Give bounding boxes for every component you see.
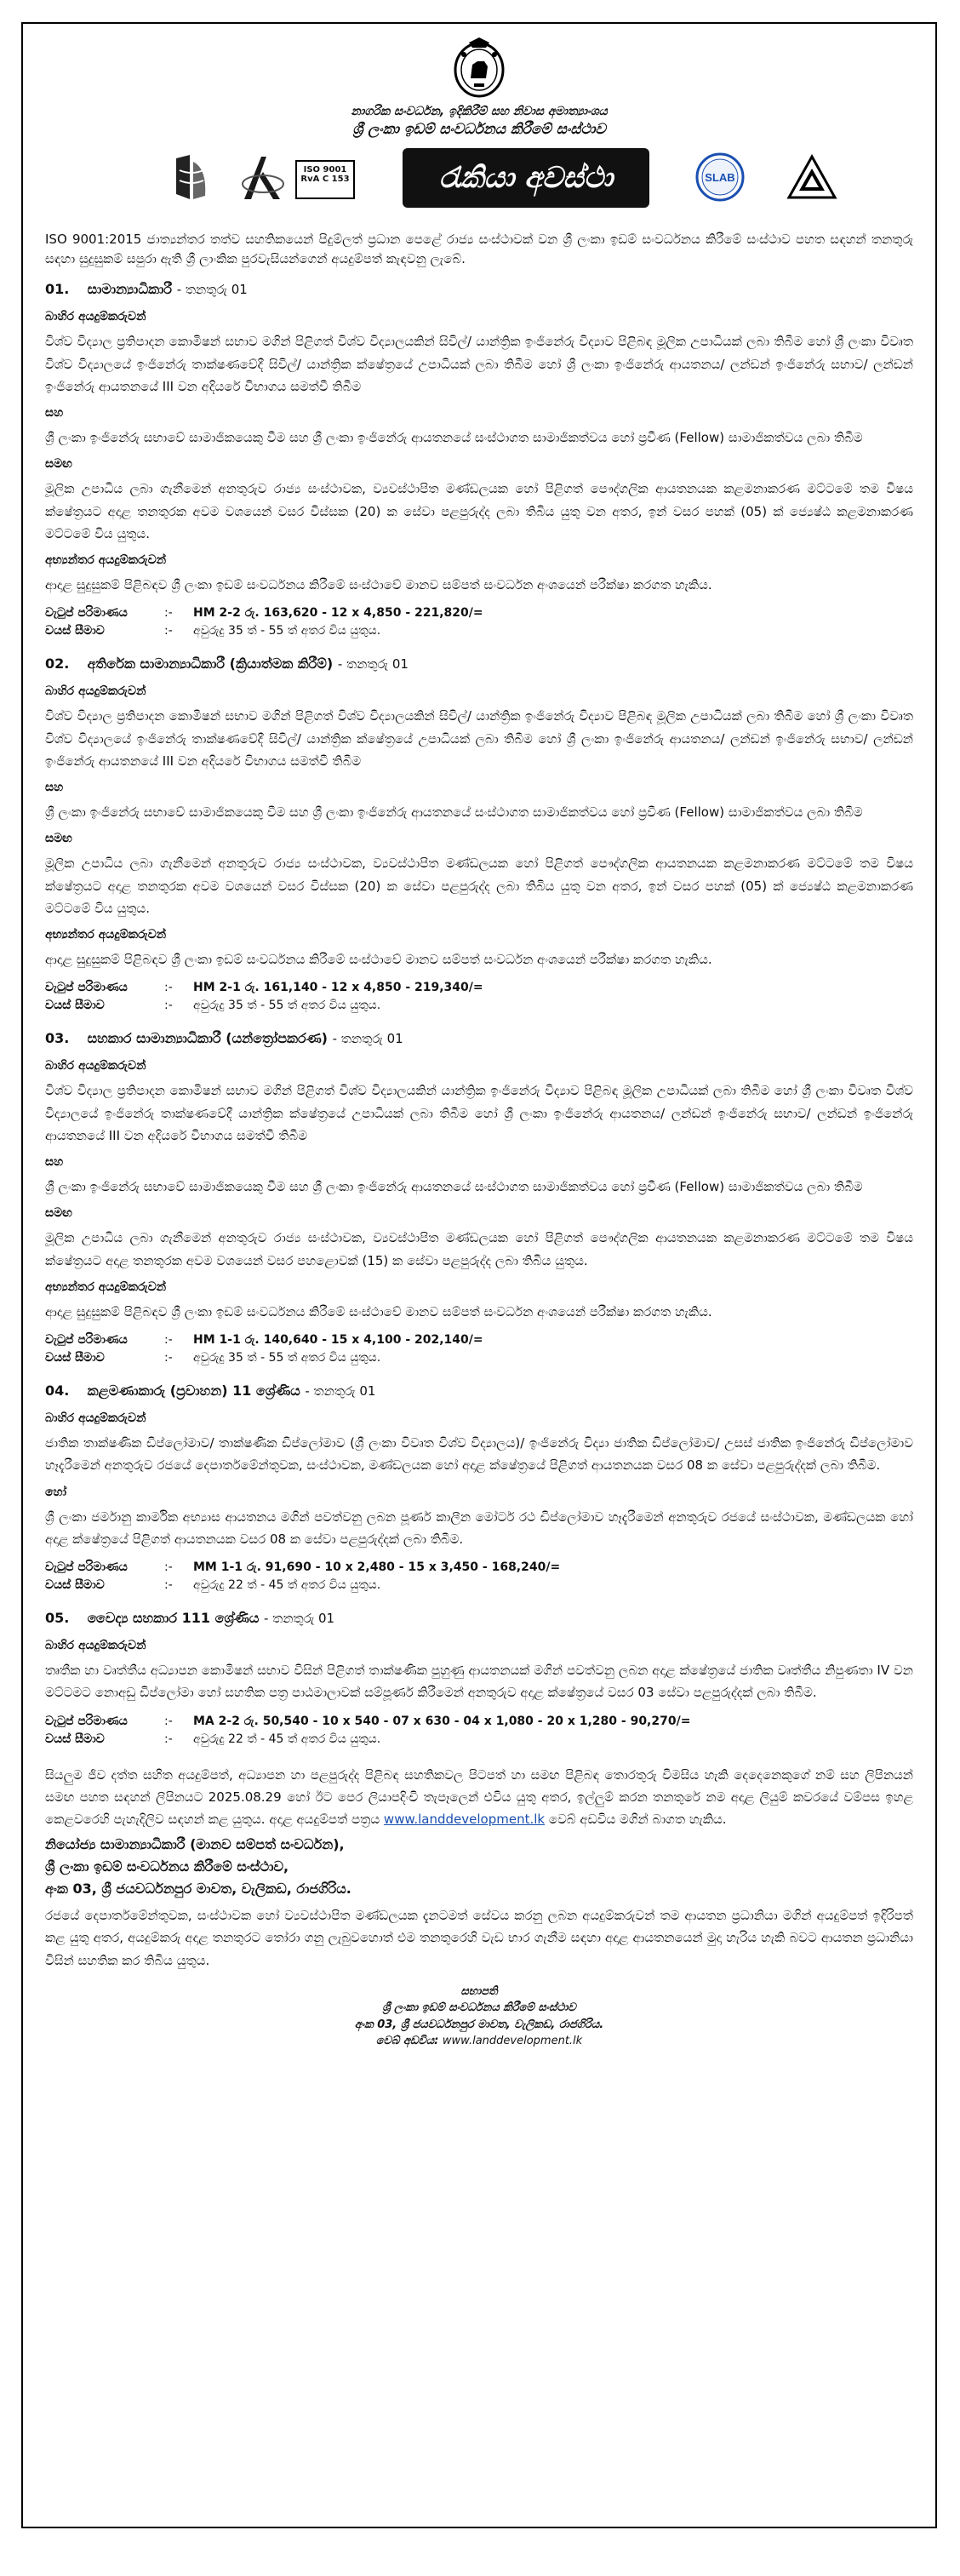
- external-applicants-label: බාහිර අයදුම්කරුවන්: [45, 1639, 146, 1653]
- vacancy-count: - තනතුරු 01: [332, 1031, 403, 1047]
- vacancy-count: - තනතුරු 01: [305, 1383, 376, 1400]
- internal-applicants-label: අභ්‍යන්තර අයදුම්කරුවන්: [45, 928, 167, 942]
- also-label: සමඟ: [45, 1206, 72, 1221]
- vacancy-section-05: [45, 1610, 913, 1749]
- vacancy-number: 02.: [45, 655, 70, 673]
- qualification-paragraph: විශ්ව විද්‍යාල ප්‍රතිපාදන කොමිෂන් සභාව මගින් පිළිගත් විශ්ව විද්‍යාලයකින් සිවිල්/ යාන්ත්‍රික ඉංජිනේරු විද්‍යාව පිළිබඳ මූලික උපාධියක් ලබා තිබීම හෝ ශ්‍රී ලංකා විවෘත විශ්ව විද්‍යාලයේ ඉංජිනේරු තාක්ෂණවේදී සිවිල්/ යාන්ත්‍රික ක්ෂේත්‍රයේ උපාධියක් ලබා තිබීම හෝ ශ්‍රී ලංකා ඉංජිනේරු ආයතනය/ ලන්ඩන් ඉංජිනේරු සභාව/ ලන්ඩන් ඉංජිනේරු ආයතනයේ III වන අදියරේ විභාගය සමත්වී තිබීම: [45, 708, 913, 769]
- vacancy-count: - තනතුරු 01: [263, 1611, 335, 1627]
- vacancy-number: 05.: [45, 1610, 70, 1627]
- also-label: සමඟ: [45, 457, 72, 472]
- slab-logo-text: SLAB: [705, 170, 735, 184]
- address-line: ශ්‍රී ලංකා ඉඩම් සංවර්ධනය කිරීමේ සංස්ථාව,: [45, 1858, 289, 1875]
- qualification-paragraph: ජාතික තාක්ෂණික ඩිප්ලෝමාව/ තාක්ෂණික ඩිප්ලෝමාව (ශ්‍රී ලංකා විවෘත විශ්ව විද්‍යාලය)/ ඉංජිනේරු විද්‍යා ජාතික ඩිප්ලෝමාව/ උසස් ජාතික ඉංජිනේරු ඩිප්ලෝමාව හෑදැරීමෙන් අනතුරුව රජයේ දෙපාර්තමේන්තුවක, සංස්ථාවක, මණ්ඩලයක හෝ අදාළ ක්ෂේත්‍රයේ පිළිගත් ආයතනයක වසර 08 ක සේවා පළපුරුද්දක් ලබා තිබීම.: [45, 1435, 913, 1474]
- external-applicants-label: බාහිර අයදුම්කරුවන්: [45, 310, 146, 324]
- age-limit: අවුරුදු 22 ත් - 45 ත් අතර විය යුතුය.: [193, 1578, 381, 1593]
- vacancy-title: [45, 1382, 913, 1400]
- or-label: හෝ: [45, 1485, 67, 1499]
- national-emblem-icon: [452, 36, 506, 99]
- vacancy-title-text: වෛද්‍ය සහකාර 111 ශ්‍රේණිය: [87, 1610, 260, 1627]
- vacancy-title: [45, 1610, 913, 1627]
- signatory-title: සභාපති: [460, 1984, 498, 1998]
- public-servant-note: රජයේ දෙපාර්තමේන්තුවක, සංස්ථාවක හෝ ව්‍යවස්ථාපිත මණ්ඩලයක දැනටමත් සේවය කරනු ලබන අයදුම්කරුවන් තම ආයතන ප්‍රධානියා මගින් අයදුම්පත් ඉදිරිපත් කළ යුතු අතර, අයදුම්කරු අදාළ තනතුරට තෝරා ගනු ලැබුවහොත් එම තනතුරෙහි වැඩ භාර ගැනීම සඳහා අදාළ ආයතනයෙන් මුදා හැරිය හැකි බවට ආයතන ප්‍රධානියා විසින් සහතික කර තිබිය යුතුය.: [45, 1908, 913, 1968]
- also-label: සමඟ: [45, 832, 72, 846]
- iso-cert-line1: ISO 9001: [303, 164, 347, 175]
- external-applicants-label: බාහිර අයදුම්කරුවන්: [45, 1059, 146, 1073]
- age-label: වයස් සීමාව: [45, 1578, 105, 1593]
- vacancies-title: රැකියා අවස්ථා: [403, 148, 649, 208]
- salary-scale: MA 2-2 රු. 50,540 - 10 x 540 - 07 x 630 - 04 x 1,080 - 20 x 1,280 - 90,270/=: [193, 1714, 691, 1728]
- qualification-paragraph: තෘතීක හා වෘත්තීය අධ්‍යාපන කොමිෂන් සභාව විසින් පිළිගත් තාක්ෂණික පුහුණු ආයතනයක් මගින් පවත්වනු ලබන අදාළ ක්ෂේත්‍රයේ ජාතික වෘත්තීය නිපුණතා IV වන මට්ටමට නොඅඩු ඩිප්ලෝමා හෝ සහතික පත්‍ර පාඨමාලාවක් සම්පූර්ණ කිරීමෙන් අනතුරුව අදාළ ක්ෂේත්‍රයේ වසර 03 සේවා පළපුරුද්දක් ලබා තිබීම.: [45, 1663, 913, 1701]
- iso-cert-line2: RvA C 153: [300, 175, 350, 185]
- age-limit: අවුරුදු 35 ත් - 55 ත් අතර විය යුතුය.: [193, 999, 381, 1013]
- ia-logo-icon: [239, 153, 287, 204]
- intro-paragraph: ISO 9001:2015 ජාත්‍යන්තර තත්ව සහතිකයෙන් පිදුම්ලත් ප්‍රධාන පෙළේ රාජ්‍ය සංස්ථාවක් වන ශ්‍රී ලංකා ඉඩම් සංවර්ධනය කිරීමේ සංස්ථාව පහත සඳහන් තනතුරු සඳහා සුදුසුකම් සපුරා ඇති ශ්‍රී ලාංකික පුරවැසියන්ගෙන් අයදුම්පත් කැඳවනු ලැබේ.: [45, 231, 913, 267]
- vacancy-section-02: [45, 655, 913, 1015]
- salary-scale: MM 1-1 රු. 91,690 - 10 x 2,480 - 15 x 3,450 - 168,240/=: [193, 1560, 561, 1575]
- salary-label: වැටුප් පරිමාණය: [45, 1714, 128, 1728]
- colon: :-: [164, 1732, 173, 1746]
- age-label: වයස් සීමාව: [45, 624, 105, 638]
- vacancy-title-text: අතිරේක සාමාන්‍යාධිකාරී (ක්‍රියාත්මක කිරීම්): [87, 655, 334, 673]
- footer-website-link[interactable]: www.landdevelopment.lk: [442, 2035, 583, 2048]
- colon: :-: [164, 1578, 173, 1593]
- colon: :-: [164, 606, 173, 621]
- salary-label: වැටුප් පරිමාණය: [45, 1333, 128, 1348]
- colon: :-: [164, 999, 173, 1013]
- signatory-organization: ශ්‍රී ලංකා ඉඩම් සංවර්ධනය කිරීමේ සංස්ථාව: [382, 2001, 576, 2015]
- qualification-paragraph: ශ්‍රී ලංකා ඉංජිනේරු සභාවේ සාමාජිකයෙකු වීම සහ ශ්‍රී ලංකා ඉංජිනේරු ආයතනයේ සංස්ථාගත සාමාජිකත්වය හෝ ප්‍රවීණ (Fellow) සාමාජිකත්වය ලබා තිබීම: [45, 1179, 863, 1195]
- vacancy-title-text: සාමාන්‍යාධිකාරී: [87, 281, 173, 298]
- website-label: වෙබ් අඩවිය:: [375, 2035, 439, 2048]
- vacancy-count: - තනතුරු 01: [176, 282, 248, 298]
- salary-age-block: [45, 1713, 913, 1749]
- salary-scale: HM 2-1 රු. 161,140 - 12 x 4,850 - 219,340/=: [193, 981, 483, 995]
- qualification-paragraph: ශ්‍රී ලංකා ඉංජිනේරු සභාවේ සාමාජිකයෙකු වීම සහ ශ්‍රී ලංකා ඉංජිනේරු ආයතනයේ සංස්ථාගත සාමාජිකත්වය හෝ ප්‍රවීණ (Fellow) සාමාජිකත්වය ලබා තිබීම: [45, 430, 863, 446]
- postal-address: [45, 1834, 913, 1899]
- vacancy-section-03: [45, 1030, 913, 1367]
- vacancy-section-04: [45, 1382, 913, 1594]
- instructions-text-end: වෙබ් අඩවිය මගින් බාගත හැකිය.: [548, 1812, 727, 1828]
- website-link[interactable]: www.landdevelopment.lk: [383, 1812, 546, 1828]
- salary-age-block: [45, 1559, 913, 1594]
- and-label: සහ: [45, 781, 64, 795]
- organization-name: ශ්‍රී ලංකා ඉඩම් සංවර්ධනය කිරීමේ සංස්ථාව: [352, 120, 606, 138]
- experience-paragraph: මූලික උපාධිය ලබා ගැනීමෙන් අනතුරුව රාජ්‍ය සංස්ථාවක, ව්‍යවස්ථාපිත මණ්ඩලයක හෝ පිළිගත් පෞද්ගලික ආයතනයක කළමනාකරණ මට්ටමේ තම විෂය ක්ෂේත්‍රයට අදාළ තනතුරක අවම වශයෙන් වසර විස්සක (20) ක සේවා පළපුරුද්ද ලබා තිබිය යුතු වන අතර, ඉන් වසර පහක් (05) ක් ජ්‍යෙෂ්ඨ කළමනාකරණ මට්ටමේ විය යුතුය.: [45, 856, 914, 916]
- internal-paragraph: ආදාළ සුදුසුකම් පිළිබඳව ශ්‍රී ලංකා ඉඩම් සංවර්ධනය කිරීමේ සංස්ථාවේ මානව සම්පත් සංවර්ධන අංශයෙන් පරීක්ෂා කරගත හැකිය.: [45, 1303, 712, 1319]
- age-label: වයස් සීමාව: [45, 1732, 105, 1746]
- ldc-logo-icon: [173, 153, 210, 201]
- salary-age-block: [45, 604, 913, 640]
- qualification-paragraph: විශ්ව විද්‍යාල ප්‍රතිපාදන කොමිෂන් සභාව මගින් පිළිගත් විශ්ව විද්‍යාලයකින් සිවිල්/ යාන්ත්‍රික ඉංජිනේරු විද්‍යාව පිළිබඳ මූලික උපාධියක් ලබා තිබීම හෝ ශ්‍රී ලංකා විවෘත විශ්ව විද්‍යාලයේ ඉංජිනේරු තාක්ෂණවේදී සිවිල්/ යාන්ත්‍රික ක්ෂේත්‍රයේ උපාධියක් ලබා තිබීම හෝ ශ්‍රී ලංකා ඉංජිනේරු ආයතනය/ ලන්ඩන් ඉංජිනේරු සභාව/ ලන්ඩන් ඉංජිනේරු ආයතනයේ III වන අදියරේ විභාගය සමත්වී තිබීම: [45, 334, 913, 394]
- colon: :-: [164, 1560, 173, 1575]
- salary-label: වැටුප් පරිමාණය: [45, 606, 128, 621]
- iso-cert-logo: [295, 160, 355, 199]
- external-applicants-label: බාහිර අයදුම්කරුවන්: [45, 684, 146, 699]
- ministry-name: නාගරික සංවර්ධන, ඉදිකිරීම් සහ නිවාස අමාත්‍යාංශය: [351, 105, 608, 118]
- colon: :-: [164, 981, 173, 995]
- colon: :-: [164, 624, 173, 638]
- and-label: සහ: [45, 406, 64, 421]
- address-line: අංක 03, ශ්‍රී ජයවර්ධනපුර මාවත, වැලිකඩ, රාජගිරිය.: [45, 1880, 351, 1897]
- salary-age-block: [45, 1331, 913, 1367]
- internal-paragraph: ආදාළ සුදුසුකම් පිළිබඳව ශ්‍රී ලංකා ඉඩම් සංවර්ධනය කිරීමේ සංස්ථාවේ මානව සම්පත් සංවර්ධන අංශයෙන් පරීක්ෂා කරගත හැකිය.: [45, 952, 712, 968]
- bvq-logo-icon: [786, 153, 838, 201]
- qualification-paragraph: ශ්‍රී ලංකා ඉංජිනේරු සභාවේ සාමාජිකයෙකු වීම සහ ශ්‍රී ලංකා ඉංජිනේරු ආයතනයේ සංස්ථාගත සාමාජිකත්වය හෝ ප්‍රවීණ (Fellow) සාමාජිකත්වය ලබා තිබීම: [45, 804, 863, 821]
- signature-block: [45, 1984, 913, 2050]
- vacancy-count: - තනතුරු 01: [337, 656, 409, 673]
- vacancy-title: [45, 655, 913, 673]
- experience-paragraph: මූලික උපාධිය ලබා ගැනීමෙන් අනතුරුව රාජ්‍ය සංස්ථාවක, ව්‍යවස්ථාපිත මණ්ඩලයක හෝ පිළිගත් පෞද්ගලික ආයතනයක කළමනාකරණ මට්ටමේ තම විෂය ක්ෂේත්‍රයට අදාළ තනතුරක අවම වශයෙන් වසර විස්සක (20) ක සේවා පළපුරුද්ද ලබා තිබිය යුතු වන අතර, ඉන් වසර පහක් (05) ක් ජ්‍යෙෂ්ඨ කළමනාකරණ මට්ටමේ විය යුතුය.: [45, 481, 914, 541]
- vacancy-title: [45, 281, 913, 298]
- vacancy-title: [45, 1030, 913, 1047]
- age-limit: අවුරුදු 35 ත් - 55 ත් අතර විය යුතුය.: [193, 1351, 381, 1365]
- vacancy-number: 03.: [45, 1030, 70, 1047]
- internal-applicants-label: අභ්‍යන්තර අයදුම්කරුවන්: [45, 553, 167, 568]
- age-limit: අවුරුදු 22 ත් - 45 ත් අතර විය යුතුය.: [193, 1732, 381, 1746]
- colon: :-: [164, 1333, 173, 1348]
- experience-paragraph: මූලික උපාධිය ලබා ගැනීමෙන් අනතුරුව රාජ්‍ය සංස්ථාවක, ව්‍යවස්ථාපිත මණ්ඩලයක හෝ පිළිගත් පෞද්ගලික ආයතනයක කළමනාකරණ මට්ටමේ තම විෂය ක්ෂේත්‍රයට අදාළ තනතුරක අවම වශයෙන් වසර පහළොවක් (15) ක සේවා පළපුරුද්ද ලබා තිබිය යුතුය.: [45, 1230, 913, 1268]
- signatory-address: අංක 03, ශ්‍රී ජයවර්ධනපුර මාවත, වැලිකඩ, රාජගිරිය.: [354, 2018, 604, 2031]
- vacancy-section-01: [45, 281, 913, 640]
- vacancy-number: 04.: [45, 1382, 70, 1400]
- advertisement-page: [21, 22, 937, 2528]
- salary-scale: HM 2-2 රු. 163,620 - 12 x 4,850 - 221,820/=: [193, 606, 483, 621]
- vacancy-title-text: සහකාර සාමාන්‍යාධිකාරී (යන්ත්‍රෝපකරණ): [87, 1030, 328, 1047]
- salary-scale: HM 1-1 රු. 140,640 - 15 x 4,100 - 202,140/=: [193, 1333, 483, 1348]
- internal-paragraph: ආදාළ සුදුසුකම් පිළිබඳව ශ්‍රී ලංකා ඉඩම් සංවර්ධනය කිරීමේ සංස්ථාවේ මානව සම්පත් සංවර්ධන අංශයෙන් පරීක්ෂා කරගත හැකිය.: [45, 577, 712, 593]
- salary-label: වැටුප් පරිමාණය: [45, 1560, 128, 1575]
- slab-logo: [694, 152, 746, 203]
- address-line: නියෝජ්‍ය සාමාන්‍යාධිකාරී (මානව සම්පත් සංවර්ධන),: [45, 1836, 345, 1853]
- vacancy-title-text: කළමණාකාරු (ප්‍රවාහන) 11 ශ්‍රේණිය: [87, 1382, 300, 1400]
- colon: :-: [164, 1714, 173, 1728]
- vacancy-number: 01.: [45, 281, 70, 298]
- age-label: වයස් සීමාව: [45, 1351, 105, 1365]
- qualification-paragraph: ශ්‍රී ලංකා ජර්මානු කාර්මික අභ්‍යාස ආයතනය මගින් පවත්වනු ලබන පූර්ණ කාලීන මෝටර් රථ ඩිප්ලෝමාව හෑදැරීමෙන් අනතුරුව රජයේ සංස්ථාවක, මණ්ඩලයක හෝ අදාළ ක්ෂේත්‍රයේ පිළිගත් ආයතනයක වසර 08 ක සේවා පළපුරුද්දක් ලබා තිබීම.: [45, 1508, 913, 1547]
- logo-strip: [45, 148, 913, 221]
- instructions-text: සියලුම ජීව දත්ත සහිත අයදුම්පත්, අධ්‍යාපන හා පළපුරුද්ද පිළිබඳ සහතිකවල පිටපත් හා සමඟ පිළිබඳ තොරතුරු විමසිය හැකි දෙදෙනෙකුගේ නම් සහ ලිපිනයන් සමඟ පහත සඳහන් ලිපිනයට 2025.08.29 හෝ ඊට පෙර ලියාපදිංචි තැපෑලෙන් එවිය යුතු අතර, ඉල්ලුම් කරන තනතුරේ නම අදාළ ලියුම් කවරයේ වම්පස ඉහළ කෙළවරෙහි පැහැදිලිව සඳහන් කළ යුතුය. අදාළ අයදුම්පත් පත්‍රය: [45, 1766, 913, 1828]
- salary-label: වැටුප් පරිමාණය: [45, 981, 128, 995]
- colon: :-: [164, 1351, 173, 1365]
- age-limit: අවුරුදු 35 ත් - 55 ත් අතර විය යුතුය.: [193, 624, 381, 638]
- and-label: සහ: [45, 1155, 64, 1170]
- age-label: වයස් සීමාව: [45, 999, 105, 1013]
- qualification-paragraph: විශ්ව විද්‍යාල ප්‍රතිපාදන කොමිෂන් සභාව මගින් පිළිගත් විශ්ව විද්‍යාලයකින් යාන්ත්‍රික ඉංජිනේරු විද්‍යාව පිළිබඳ මූලික උපාධියක් ලබා තිබීම හෝ ශ්‍රී ලංකා විවෘත විශ්ව විද්‍යාලයේ ඉංජිනේරු තාක්ෂණවේදී යාන්ත්‍රික ක්ෂේත්‍රයේ උපාධියක් ලබා තිබීම හෝ ශ්‍රී ලංකා ඉංජිනේරු ආයතනය/ ලන්ඩන් ඉංජිනේරු සභාව/ ලන්ඩන් ඉංජිනේරු ආයතනයේ III වන අදියරේ විභාගය සමත්වී තිබීම: [45, 1083, 913, 1143]
- salary-age-block: [45, 979, 913, 1015]
- external-applicants-label: බාහිර අයදුම්කරුවන්: [45, 1411, 146, 1426]
- application-instructions: [45, 1764, 913, 1831]
- internal-applicants-label: අභ්‍යන්තර අයදුම්කරුවන්: [45, 1279, 167, 1294]
- header: [45, 104, 913, 140]
